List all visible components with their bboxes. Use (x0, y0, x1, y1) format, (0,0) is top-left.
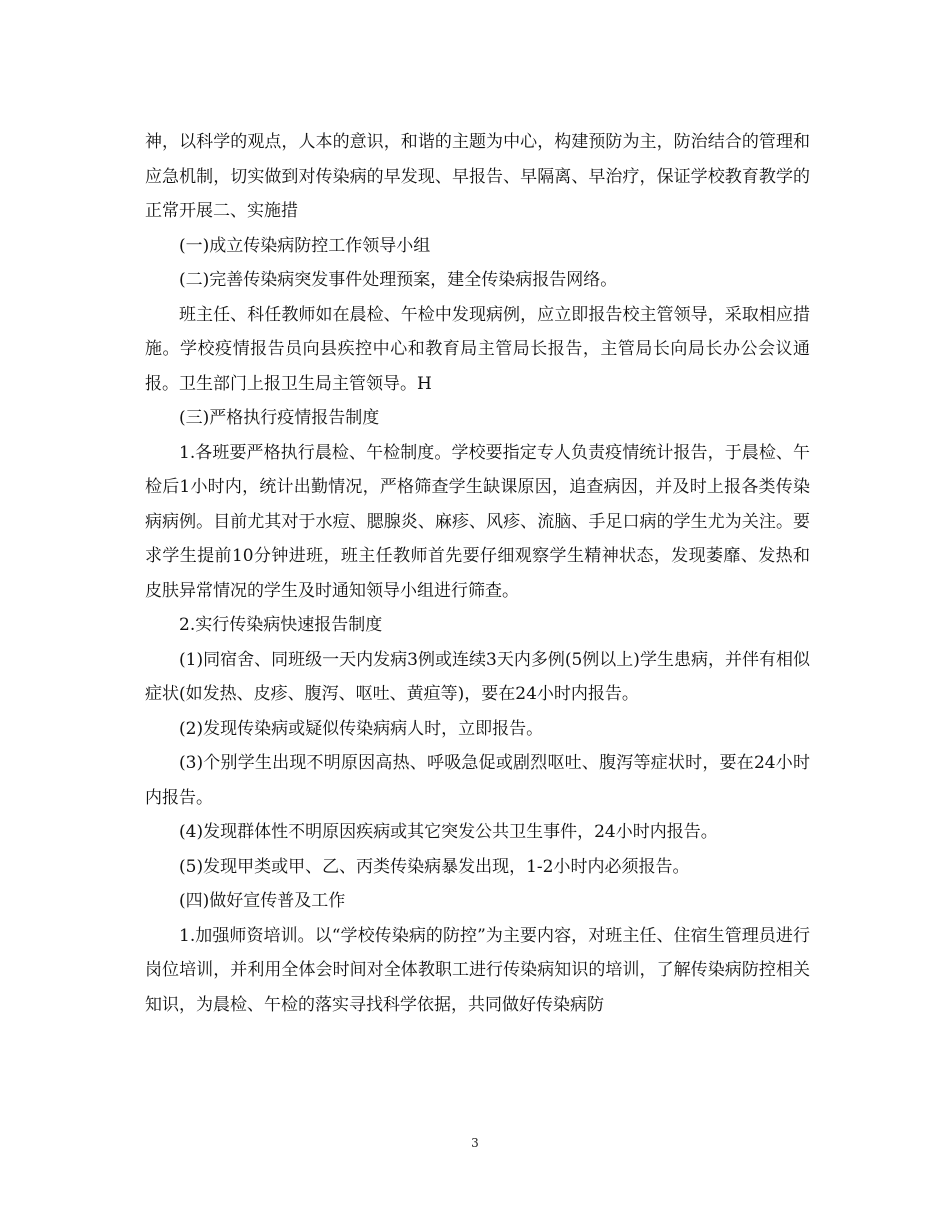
list-item: (5)发现甲类或甲、乙、丙类传染病暴发出现，1-2小时内必须报告。 (179, 856, 690, 877)
subsection-heading: 2.实行传染病快速报告制度 (179, 615, 383, 635)
section-heading: (三)严格执行疫情报告制度 (179, 408, 380, 428)
paragraph: 1.加强师资培训。以“学校传染病的防控”为主要内容，对班主任、住宿生管理员进行岗位培训，并利用全体会时间对全体教职工进行传染病知识的培训，了解传染病防控相关知识，为晨检、午检的落实寻找科学依据，共同做好传染病防 (145, 925, 810, 1015)
paragraph: 1.各班要严格执行晨检、午检制度。学校要指定专人负责疫情统计报告，于晨检、午检后1小时内，统计出勤情况，严格筛查学生缺课原因，追查病因，并及时上报各类传染病病例。目前尤其对于水痘、腮腺炎、麻疹、风疹、流脑、手足口病的学生尤为关注。要求学生提前10分钟进班，班主任教师首先要仔细观察学生精神状态，发现萎靡、发热和皮肤异常情况的学生及时通知领导小组进行筛查。 (145, 442, 810, 601)
paragraph: 班主任、科任教师如在晨检、午检中发现病例，应立即报告校主管领导，采取相应措施。学校疫情报告员向县疾控中心和教育局主管局长报告，主管局长向局长办公会议通报。卫生部门上报卫生局主管领导。H (145, 304, 810, 394)
section-heading: (一)成立传染病防控工作领导小组 (179, 235, 431, 256)
document-body (145, 125, 810, 1022)
paragraph: 神，以科学的观点，人本的意识，和谐的主题为中心，构建预防为主，防治结合的管理和应急机制，切实做到对传染病的早发现、早报告、早隔离、早治疗，保证学校教育教学的正常开展二、实施措 (145, 132, 810, 221)
page-number: 3 (471, 1136, 479, 1150)
list-item: (2)发现传染病或疑似传染病病人时，立即报告。 (179, 718, 544, 739)
list-item: (1)同宿舍、同班级一天内发病3例或连续3天内多例(5例以上)学生患病，并伴有相似症状(如发热、皮疹、腹泻、呕吐、黄疸等)，要在24小时内报告。 (145, 649, 810, 704)
list-item: (3)个别学生出现不明原因高热、呼吸急促或剧烈呕吐、腹泻等症状时，要在24小时内报告。 (145, 753, 810, 808)
section-heading: (二)完善传染病突发事件处理预案，建全传染病报告网络。 (179, 270, 618, 290)
section-heading: (四)做好宣传普及工作 (179, 891, 346, 911)
list-item: (4)发现群体性不明原因疾病或其它突发公共卫生事件，24小时内报告。 (179, 822, 718, 842)
